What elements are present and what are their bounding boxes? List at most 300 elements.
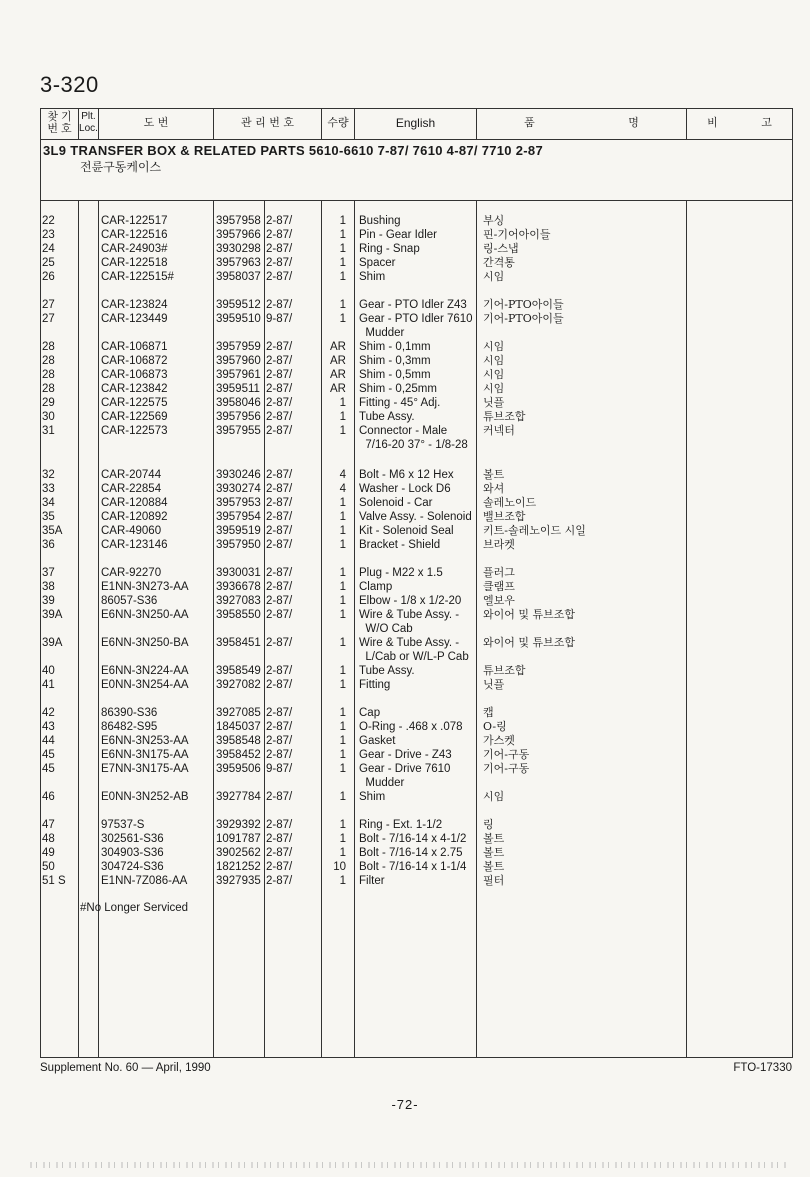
cell-quantity: 10 bbox=[333, 861, 346, 873]
cell-date-code: 2-87/ bbox=[266, 875, 293, 887]
cell-korean-desc: O-링 bbox=[483, 720, 507, 733]
cell-quantity: 1 bbox=[339, 215, 346, 227]
cell-ref-no: 28 bbox=[42, 355, 55, 367]
table-row bbox=[0, 538, 810, 552]
cell-part-no: CAR-123842 bbox=[101, 383, 168, 395]
cell-date-code: 2-87/ bbox=[266, 257, 293, 269]
cell-supplier-no: 3958548 bbox=[216, 735, 261, 747]
cell-date-code: 2-87/ bbox=[266, 369, 293, 381]
cell-english-desc: Bolt - 7/16-14 x 2.75 bbox=[359, 847, 463, 859]
cell-part-no: 97537-S bbox=[101, 819, 145, 831]
cell-supplier-no: 3929392 bbox=[216, 819, 261, 831]
cell-english-desc: Wire & Tube Assy. - bbox=[359, 637, 460, 649]
table-row bbox=[0, 650, 810, 664]
table-row bbox=[0, 340, 810, 354]
cell-part-no: 304903-S36 bbox=[101, 847, 164, 859]
cell-korean-desc: 와셔 bbox=[483, 482, 505, 495]
cell-english-desc: Mudder bbox=[359, 327, 405, 339]
cell-korean-desc: 볼트 bbox=[483, 468, 505, 481]
cell-english-desc: Gasket bbox=[359, 735, 396, 747]
cell-english-desc: Washer - Lock D6 bbox=[359, 483, 451, 495]
cell-ref-no: 46 bbox=[42, 791, 55, 803]
cell-part-no: E0NN-3N252-AB bbox=[101, 791, 189, 803]
cell-supplier-no: 3957955 bbox=[216, 425, 261, 437]
cell-ref-no: 43 bbox=[42, 721, 55, 733]
cell-english-desc: Wire & Tube Assy. - bbox=[359, 609, 460, 621]
cell-date-code: 2-87/ bbox=[266, 721, 293, 733]
cell-korean-desc: 필터 bbox=[483, 874, 505, 887]
cell-date-code: 2-87/ bbox=[266, 595, 293, 607]
section-korean-title: 전륜구동케이스 bbox=[80, 160, 162, 174]
cell-quantity: 1 bbox=[339, 721, 346, 733]
table-row bbox=[0, 468, 810, 482]
table-row bbox=[0, 664, 810, 678]
cell-supplier-no: 3927083 bbox=[216, 595, 261, 607]
cell-korean-desc: 플러그 bbox=[483, 566, 515, 579]
cell-english-desc: Pin - Gear Idler bbox=[359, 229, 437, 241]
cell-english-desc: Clamp bbox=[359, 581, 393, 593]
table-row bbox=[0, 326, 810, 340]
cell-korean-desc: 캡 bbox=[483, 706, 494, 719]
cell-part-no: 86390-S36 bbox=[101, 707, 158, 719]
cell-part-no: CAR-24903# bbox=[101, 243, 168, 255]
cell-quantity: 1 bbox=[339, 595, 346, 607]
cell-date-code: 2-87/ bbox=[266, 609, 293, 621]
cell-date-code: 2-87/ bbox=[266, 483, 293, 495]
cell-quantity: 4 bbox=[339, 469, 346, 481]
cell-ref-no: 48 bbox=[42, 833, 55, 845]
cell-ref-no: 26 bbox=[42, 271, 55, 283]
cell-english-desc: Bolt - 7/16-14 x 1-1/4 bbox=[359, 861, 467, 873]
cell-english-desc: Bracket - Shield bbox=[359, 539, 441, 551]
cell-ref-no: 32 bbox=[42, 469, 55, 481]
cell-korean-desc: 튜브조합 bbox=[483, 664, 526, 677]
cell-date-code: 2-87/ bbox=[266, 497, 293, 509]
cell-ref-no: 39A bbox=[42, 637, 63, 649]
cell-part-no: E1NN-3N273-AA bbox=[101, 581, 189, 593]
cell-supplier-no: 3930031 bbox=[216, 567, 261, 579]
cell-quantity: 1 bbox=[339, 609, 346, 621]
cell-korean-desc: 부싱 bbox=[483, 214, 505, 227]
cell-part-no: CAR-123146 bbox=[101, 539, 168, 551]
cell-english-desc: W/O Cab bbox=[359, 623, 413, 635]
cell-ref-no: 34 bbox=[42, 497, 55, 509]
cell-english-desc: Tube Assy. bbox=[359, 665, 415, 677]
table-row bbox=[0, 438, 810, 452]
cell-korean-desc: 시임 bbox=[483, 790, 505, 803]
cell-korean-desc: 시임 bbox=[483, 382, 505, 395]
cell-part-no: CAR-106873 bbox=[101, 369, 168, 381]
cell-part-no: CAR-49060 bbox=[101, 525, 162, 537]
cell-part-no: CAR-122575 bbox=[101, 397, 168, 409]
table-row bbox=[0, 270, 810, 284]
footer-supplement: Supplement No. 60 — April, 1990 bbox=[40, 1062, 211, 1074]
cell-korean-desc: 브라켓 bbox=[483, 538, 515, 551]
cell-korean-desc: 닛플 bbox=[483, 396, 505, 409]
cell-supplier-no: 3927784 bbox=[216, 791, 261, 803]
cell-ref-no: 47 bbox=[42, 819, 55, 831]
cell-part-no: CAR-123824 bbox=[101, 299, 168, 311]
table-row bbox=[0, 496, 810, 510]
cell-english-desc: Shim - 0,3mm bbox=[359, 355, 431, 367]
cell-korean-desc: 시임 bbox=[483, 340, 505, 353]
cell-supplier-no: 3957959 bbox=[216, 341, 261, 353]
table-row bbox=[0, 636, 810, 650]
cell-supplier-no: 3958452 bbox=[216, 749, 261, 761]
cell-korean-desc: 커넥터 bbox=[483, 424, 515, 437]
page-label: 3-320 bbox=[40, 72, 99, 97]
cell-part-no: CAR-123449 bbox=[101, 313, 168, 325]
cell-part-no: E6NN-3N224-AA bbox=[101, 665, 189, 677]
cell-part-no: E7NN-3N175-AA bbox=[101, 763, 189, 775]
table-row bbox=[0, 256, 810, 270]
cell-supplier-no: 3958549 bbox=[216, 665, 261, 677]
cell-english-desc: Shim - 0,1mm bbox=[359, 341, 431, 353]
table-row bbox=[0, 720, 810, 734]
table-row bbox=[0, 354, 810, 368]
cell-part-no: E0NN-3N254-AA bbox=[101, 679, 189, 691]
cell-supplier-no: 3927082 bbox=[216, 679, 261, 691]
cell-quantity: 1 bbox=[339, 397, 346, 409]
cell-supplier-no: 3957954 bbox=[216, 511, 261, 523]
cell-ref-no: 29 bbox=[42, 397, 55, 409]
cell-date-code: 2-87/ bbox=[266, 397, 293, 409]
cell-supplier-no: 3930298 bbox=[216, 243, 261, 255]
cell-part-no: CAR-22854 bbox=[101, 483, 162, 495]
cell-ref-no: 39A bbox=[42, 609, 63, 621]
cell-ref-no: 27 bbox=[42, 299, 55, 311]
header-korean: 품 명 bbox=[524, 116, 639, 129]
cell-supplier-no: 3957963 bbox=[216, 257, 261, 269]
table-row bbox=[0, 482, 810, 496]
cell-date-code: 2-87/ bbox=[266, 215, 293, 227]
cell-date-code: 2-87/ bbox=[266, 637, 293, 649]
cell-ref-no: 51 S bbox=[42, 875, 66, 887]
table-row bbox=[0, 382, 810, 396]
cell-english-desc: Gear - PTO Idler Z43 bbox=[359, 299, 467, 311]
cell-quantity: 1 bbox=[339, 749, 346, 761]
table-row bbox=[0, 846, 810, 860]
cell-supplier-no: 1091787 bbox=[216, 833, 261, 845]
cell-quantity: 1 bbox=[339, 847, 346, 859]
cell-supplier-no: 3930246 bbox=[216, 469, 261, 481]
cell-ref-no: 27 bbox=[42, 313, 55, 325]
cell-part-no: CAR-122517 bbox=[101, 215, 168, 227]
cell-quantity: 1 bbox=[339, 257, 346, 269]
cell-ref-no: 31 bbox=[42, 425, 55, 437]
header-remarks: 비 고 bbox=[707, 116, 772, 129]
cell-supplier-no: 3959511 bbox=[216, 383, 260, 395]
note-no-longer-serviced: #No Longer Serviced bbox=[80, 902, 189, 914]
cell-quantity: 1 bbox=[339, 679, 346, 691]
cell-date-code: 2-87/ bbox=[266, 425, 293, 437]
cell-korean-desc: 닛플 bbox=[483, 678, 505, 691]
cell-supplier-no: 3958037 bbox=[216, 271, 261, 283]
cell-english-desc: Shim bbox=[359, 791, 386, 803]
cell-korean-desc: 볼트 bbox=[483, 846, 505, 859]
cell-quantity: 1 bbox=[339, 707, 346, 719]
cell-quantity: 1 bbox=[339, 763, 346, 775]
table-row bbox=[0, 706, 810, 720]
section-title: 3L9 TRANSFER BOX & RELATED PARTS 5610-6610 7-87/ 7610 4-87/ 7710 2-87 bbox=[43, 143, 543, 158]
cell-english-desc: Spacer bbox=[359, 257, 396, 269]
cell-ref-no: 28 bbox=[42, 369, 55, 381]
cell-supplier-no: 3930274 bbox=[216, 483, 261, 495]
cell-ref-no: 42 bbox=[42, 707, 55, 719]
cell-quantity: 1 bbox=[339, 875, 346, 887]
cell-english-desc: Elbow - 1/8 x 1/2-20 bbox=[359, 595, 462, 607]
cell-english-desc: Gear - Drive 7610 bbox=[359, 763, 451, 775]
cell-part-no: CAR-120892 bbox=[101, 511, 168, 523]
table-row bbox=[0, 298, 810, 312]
cell-date-code: 2-87/ bbox=[266, 411, 293, 423]
table-row bbox=[0, 396, 810, 410]
cell-supplier-no: 3927085 bbox=[216, 707, 261, 719]
cell-quantity: 1 bbox=[339, 819, 346, 831]
cell-english-desc: Connector - Male bbox=[359, 425, 448, 437]
cell-ref-no: 36 bbox=[42, 539, 55, 551]
cell-supplier-no: 3957958 bbox=[216, 215, 261, 227]
cell-ref-no: 23 bbox=[42, 229, 55, 241]
cell-date-code: 2-87/ bbox=[266, 581, 293, 593]
cell-date-code: 2-87/ bbox=[266, 707, 293, 719]
table-row bbox=[0, 410, 810, 424]
cell-korean-desc: 간격통 bbox=[483, 256, 515, 269]
cell-part-no: E6NN-3N250-AA bbox=[101, 609, 189, 621]
cell-date-code: 2-87/ bbox=[266, 469, 293, 481]
cell-supplier-no: 3957960 bbox=[216, 355, 261, 367]
cell-ref-no: 35 bbox=[42, 511, 55, 523]
table-row bbox=[0, 228, 810, 242]
cell-ref-no: 37 bbox=[42, 567, 55, 579]
cell-part-no: CAR-122516 bbox=[101, 229, 168, 241]
cell-english-desc: Fitting bbox=[359, 679, 391, 691]
cell-english-desc: Solenoid - Car bbox=[359, 497, 433, 509]
cell-korean-desc: 시임 bbox=[483, 354, 505, 367]
cell-ref-no: 45 bbox=[42, 749, 55, 761]
table-row bbox=[0, 566, 810, 580]
cell-date-code: 2-87/ bbox=[266, 271, 293, 283]
cell-date-code: 2-87/ bbox=[266, 383, 293, 395]
cell-supplier-no: 3958550 bbox=[216, 609, 261, 621]
cell-korean-desc: 시임 bbox=[483, 368, 505, 381]
cell-supplier-no: 3959506 bbox=[216, 763, 261, 775]
cell-english-desc: Filter bbox=[359, 875, 385, 887]
cell-english-desc: Bushing bbox=[359, 215, 401, 227]
table-row bbox=[0, 678, 810, 692]
cell-quantity: 1 bbox=[339, 497, 346, 509]
cell-quantity: AR bbox=[330, 369, 346, 381]
cell-english-desc: Tube Assy. bbox=[359, 411, 415, 423]
cell-date-code: 9-87/ bbox=[266, 313, 293, 325]
cell-supplier-no: 3957950 bbox=[216, 539, 261, 551]
cell-english-desc: Gear - PTO Idler 7610 bbox=[359, 313, 473, 325]
table-row bbox=[0, 580, 810, 594]
cell-english-desc: Ring - Ext. 1-1/2 bbox=[359, 819, 443, 831]
cell-english-desc: Plug - M22 x 1.5 bbox=[359, 567, 443, 579]
cell-english-desc: Kit - Solenoid Seal bbox=[359, 525, 454, 537]
cell-date-code: 2-87/ bbox=[266, 299, 293, 311]
table-row bbox=[0, 424, 810, 438]
cell-part-no: CAR-120884 bbox=[101, 497, 168, 509]
cell-date-code: 2-87/ bbox=[266, 749, 293, 761]
cell-part-no: CAR-20744 bbox=[101, 469, 162, 481]
cell-part-no: CAR-106872 bbox=[101, 355, 168, 367]
cell-korean-desc: 기어-구동 bbox=[483, 762, 530, 775]
table-row bbox=[0, 312, 810, 326]
cell-ref-no: 39 bbox=[42, 595, 55, 607]
cell-korean-desc: 튜브조합 bbox=[483, 410, 526, 423]
header-qty: 수량 bbox=[327, 116, 349, 129]
cell-date-code: 2-87/ bbox=[266, 355, 293, 367]
cell-english-desc: Shim bbox=[359, 271, 386, 283]
cell-supplier-no: 3957953 bbox=[216, 497, 261, 509]
footer-page-number: -72- bbox=[391, 1097, 419, 1112]
cell-korean-desc: 가스켓 bbox=[483, 734, 515, 747]
cell-date-code: 2-87/ bbox=[266, 665, 293, 677]
cell-quantity: 1 bbox=[339, 243, 346, 255]
cell-part-no: E6NN-3N253-AA bbox=[101, 735, 189, 747]
header-divider bbox=[40, 139, 793, 140]
table-row bbox=[0, 874, 810, 888]
cell-quantity: 1 bbox=[339, 567, 346, 579]
cell-quantity: 1 bbox=[339, 271, 346, 283]
cell-english-desc: Mudder bbox=[359, 777, 405, 789]
cell-korean-desc: 기어-PTO아이들 bbox=[483, 298, 564, 311]
cell-date-code: 2-87/ bbox=[266, 679, 293, 691]
cell-date-code: 2-87/ bbox=[266, 567, 293, 579]
cell-part-no: E6NN-3N175-AA bbox=[101, 749, 189, 761]
cell-korean-desc: 와이어 및 튜브조합 bbox=[483, 636, 576, 649]
cell-part-no: E6NN-3N250-BA bbox=[101, 637, 189, 649]
header-plt-loc: Plt. Loc. bbox=[79, 111, 98, 134]
cell-quantity: 1 bbox=[339, 833, 346, 845]
cell-ref-no: 22 bbox=[42, 215, 55, 227]
table-row bbox=[0, 818, 810, 832]
table-row bbox=[0, 242, 810, 256]
cell-part-no: 86482-S95 bbox=[101, 721, 158, 733]
header-supp-no: 관 리 번 호 bbox=[241, 116, 294, 129]
cell-korean-desc: 볼트 bbox=[483, 832, 505, 845]
cell-ref-no: 49 bbox=[42, 847, 55, 859]
cell-ref-no: 28 bbox=[42, 341, 55, 353]
cell-quantity: 1 bbox=[339, 665, 346, 677]
cell-english-desc: O-Ring - .468 x .078 bbox=[359, 721, 463, 733]
cell-date-code: 2-87/ bbox=[266, 833, 293, 845]
cell-korean-desc: 밸브조합 bbox=[483, 510, 526, 523]
cell-english-desc: Gear - Drive - Z43 bbox=[359, 749, 452, 761]
cell-date-code: 2-87/ bbox=[266, 819, 293, 831]
cell-english-desc: Bolt - M6 x 12 Hex bbox=[359, 469, 454, 481]
cell-date-code: 2-87/ bbox=[266, 861, 293, 873]
cell-korean-desc: 와이어 및 튜브조합 bbox=[483, 608, 576, 621]
cell-date-code: 2-87/ bbox=[266, 735, 293, 747]
cell-english-desc: Shim - 0,25mm bbox=[359, 383, 437, 395]
cell-supplier-no: 3957961 bbox=[216, 369, 261, 381]
cell-quantity: 1 bbox=[339, 313, 346, 325]
cell-ref-no: 44 bbox=[42, 735, 55, 747]
cell-supplier-no: 3958046 bbox=[216, 397, 261, 409]
table-row bbox=[0, 776, 810, 790]
cell-quantity: AR bbox=[330, 355, 346, 367]
table-row bbox=[0, 510, 810, 524]
table-row bbox=[0, 524, 810, 538]
cell-english-desc: Ring - Snap bbox=[359, 243, 420, 255]
table-row bbox=[0, 734, 810, 748]
table-row bbox=[0, 790, 810, 804]
cell-supplier-no: 1845037 bbox=[216, 721, 261, 733]
cell-date-code: 2-87/ bbox=[266, 539, 293, 551]
cell-part-no: 86057-S36 bbox=[101, 595, 158, 607]
cell-supplier-no: 3959519 bbox=[216, 525, 261, 537]
cell-supplier-no: 3957966 bbox=[216, 229, 261, 241]
cell-ref-no: 35A bbox=[42, 525, 63, 537]
cell-date-code: 2-87/ bbox=[266, 847, 293, 859]
cell-supplier-no: 3959512 bbox=[216, 299, 261, 311]
cell-date-code: 2-87/ bbox=[266, 229, 293, 241]
cell-english-desc: Fitting - 45° Adj. bbox=[359, 397, 441, 409]
cell-date-code: 2-87/ bbox=[266, 243, 293, 255]
cell-quantity: 1 bbox=[339, 525, 346, 537]
cell-ref-no: 45 bbox=[42, 763, 55, 775]
table-row bbox=[0, 832, 810, 846]
cell-date-code: 2-87/ bbox=[266, 525, 293, 537]
cell-quantity: 1 bbox=[339, 637, 346, 649]
cell-korean-desc: 시임 bbox=[483, 270, 505, 283]
cell-ref-no: 41 bbox=[42, 679, 55, 691]
cell-supplier-no: 3902562 bbox=[216, 847, 261, 859]
table-row bbox=[0, 860, 810, 874]
cell-supplier-no: 1821252 bbox=[216, 861, 261, 873]
table-row bbox=[0, 368, 810, 382]
cell-date-code: 2-87/ bbox=[266, 341, 293, 353]
cell-ref-no: 50 bbox=[42, 861, 55, 873]
cell-part-no: CAR-122573 bbox=[101, 425, 168, 437]
table-bottom-border bbox=[40, 1057, 793, 1058]
cell-ref-no: 38 bbox=[42, 581, 55, 593]
cell-ref-no: 30 bbox=[42, 411, 55, 423]
cell-quantity: 4 bbox=[339, 483, 346, 495]
cell-english-desc: Valve Assy. - Solenoid bbox=[359, 511, 472, 523]
cell-quantity: 1 bbox=[339, 511, 346, 523]
cell-english-desc: 7/16-20 37° - 1/8-28 bbox=[359, 439, 468, 451]
cell-english-desc: Bolt - 7/16-14 x 4-1/2 bbox=[359, 833, 467, 845]
cell-korean-desc: 기어-구동 bbox=[483, 748, 530, 761]
cell-korean-desc: 클램프 bbox=[483, 580, 515, 593]
cell-korean-desc: 키트-솔레노이드 시일 bbox=[483, 524, 586, 537]
cell-korean-desc: 링 bbox=[483, 818, 494, 831]
cell-korean-desc: 볼트 bbox=[483, 860, 505, 873]
cell-quantity: 1 bbox=[339, 411, 346, 423]
cell-part-no: E1NN-7Z086-AA bbox=[101, 875, 188, 887]
footer-doc-code: FTO-17330 bbox=[733, 1062, 792, 1074]
cell-ref-no: 28 bbox=[42, 383, 55, 395]
scan-artifact bbox=[30, 1162, 790, 1168]
table-row bbox=[0, 214, 810, 228]
cell-korean-desc: 링-스냅 bbox=[483, 242, 519, 255]
cell-part-no: CAR-122569 bbox=[101, 411, 168, 423]
cell-ref-no: 33 bbox=[42, 483, 55, 495]
section-divider bbox=[40, 200, 793, 201]
table-row bbox=[0, 748, 810, 762]
cell-quantity: 1 bbox=[339, 735, 346, 747]
header-part-no: 도 번 bbox=[143, 116, 169, 129]
cell-english-desc: Cap bbox=[359, 707, 381, 719]
cell-part-no: CAR-122518 bbox=[101, 257, 168, 269]
cell-quantity: 1 bbox=[339, 425, 346, 437]
cell-quantity: 1 bbox=[339, 229, 346, 241]
table-row bbox=[0, 608, 810, 622]
